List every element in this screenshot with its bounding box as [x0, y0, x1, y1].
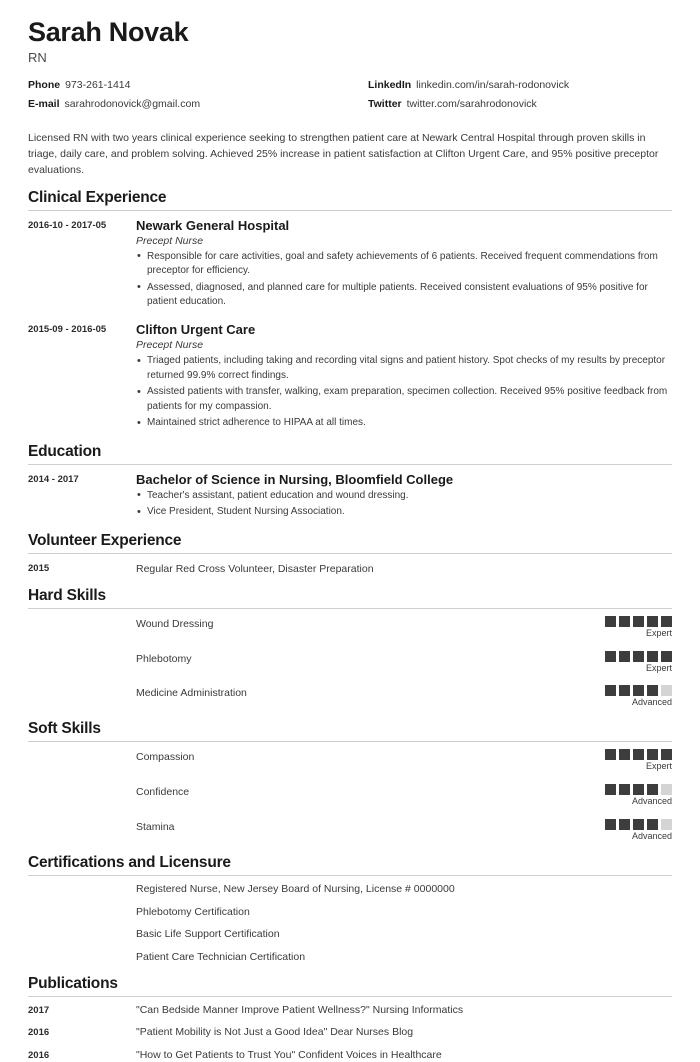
contact-phone — [28, 79, 350, 92]
contact-column-left — [28, 79, 350, 118]
section-divider — [28, 741, 672, 742]
certification-text: Registered Nurse, New Jersey Board of Nursing, License # 0000000 — [136, 882, 455, 895]
certification-text: Phlebotomy Certification — [136, 905, 250, 918]
skill-square — [619, 651, 630, 662]
section-divider — [28, 464, 672, 465]
skill-squares — [592, 749, 672, 760]
resume-header — [28, 18, 672, 179]
section-certifications — [28, 854, 672, 965]
education-date: 2014 - 2017 — [28, 473, 79, 485]
skill-level: Advanced — [631, 697, 672, 708]
skill-square — [661, 651, 672, 662]
volunteer-description: Regular Red Cross Volunteer, Disaster Preparation — [136, 562, 374, 575]
skill-square — [661, 749, 672, 760]
skill-row — [28, 616, 672, 639]
skill-row — [28, 819, 672, 842]
experience-bullets — [136, 354, 672, 431]
contact-linkedin — [368, 79, 672, 92]
skill-name: Medicine Administration — [136, 687, 247, 700]
skill-squares — [592, 784, 672, 795]
skill-squares — [592, 651, 672, 662]
skill-square — [647, 749, 658, 760]
skill-rating — [592, 784, 672, 807]
list-item: • Assessed, diagnosed, and planned care for multiple patients. Received consistent evaluations of 95% positive for patient education. — [136, 281, 672, 310]
section-divider — [28, 210, 672, 211]
contact-email-label: E-mail — [28, 98, 60, 111]
contact-linkedin-label: LinkedIn — [368, 78, 412, 91]
contact-linkedin-value[interactable]: linkedin.com/in/sarah-rodonovick — [416, 78, 570, 91]
contact-email-value[interactable]: sarahrodonovick@gmail.com — [64, 98, 201, 111]
skill-square-empty — [661, 685, 672, 696]
section-soft-skills — [28, 720, 672, 842]
page-title: Sarah Novak — [28, 17, 189, 47]
experience-body — [136, 218, 672, 312]
skill-row — [28, 685, 672, 708]
skill-name: Wound Dressing — [136, 617, 214, 630]
skill-row — [28, 651, 672, 674]
skill-squares — [592, 819, 672, 830]
skill-square — [633, 651, 644, 662]
skill-name: Phlebotomy — [136, 652, 192, 665]
skill-square — [605, 749, 616, 760]
contact-email — [28, 98, 350, 111]
skill-level: Advanced — [631, 831, 672, 842]
publication-year: 2016 — [28, 1027, 50, 1039]
contact-column-right — [350, 79, 672, 118]
volunteer-entry — [28, 561, 672, 577]
list-item: • Vice President, Student Nursing Association. — [136, 505, 672, 520]
skill-rating — [592, 616, 672, 639]
experience-date: 2015-09 - 2016-05 — [28, 323, 107, 335]
skill-square — [619, 784, 630, 795]
professional-summary: Licensed RN with two years clinical experience seeking to strengthen patient care at Newark Central Hospital through proven skills in triage, daily care, and problem solving. Achieved 25% increase in patient satisfaction at Clifton Urgent Care, and 95% positive preceptor evaluations. — [28, 131, 659, 177]
section-title-publications: Publications — [28, 974, 118, 992]
skill-square — [619, 685, 630, 696]
skill-rating — [592, 749, 672, 772]
contact-info — [28, 79, 672, 118]
skill-name: Stamina — [136, 821, 175, 834]
section-divider — [28, 553, 672, 554]
cert-spacer — [28, 883, 136, 897]
job-title: RN — [28, 49, 47, 65]
publication-item — [28, 1004, 672, 1018]
certification-item — [28, 883, 672, 897]
skill-square — [633, 616, 644, 627]
publication-title: "Can Bedside Manner Improve Patient Wellness?" Nursing Informatics — [136, 1003, 464, 1016]
section-title-clinical-experience: Clinical Experience — [28, 188, 167, 206]
certification-text: Patient Care Technician Certification — [136, 950, 306, 963]
skill-square-empty — [661, 784, 672, 795]
section-divider — [28, 875, 672, 876]
section-clinical-experience — [28, 189, 672, 433]
publication-item — [28, 1049, 672, 1062]
experience-entry — [28, 322, 672, 433]
publication-year: 2016 — [28, 1049, 50, 1061]
skill-square — [633, 685, 644, 696]
section-hard-skills — [28, 587, 672, 709]
volunteer-date: 2015 — [28, 562, 50, 574]
list-item: • Assisted patients with transfer, walking, exam preparation, specimen collection. Received 95% positive feedback from patients for my compassion. — [136, 385, 672, 414]
cert-spacer — [28, 951, 136, 965]
contact-twitter-label: Twitter — [368, 98, 402, 111]
skill-squares — [592, 685, 672, 696]
education-entry — [28, 472, 672, 522]
skill-square — [633, 749, 644, 760]
skill-square — [619, 616, 630, 627]
list-item: • Teacher's assistant, patient education and wound dressing. — [136, 489, 672, 504]
skill-square — [647, 685, 658, 696]
section-title-education: Education — [28, 442, 102, 460]
cert-spacer — [28, 928, 136, 942]
education-degree: Bachelor of Science in Nursing, Bloomfield College — [136, 471, 454, 487]
contact-twitter — [368, 98, 672, 111]
section-education — [28, 443, 672, 522]
section-title-hard-skills: Hard Skills — [28, 586, 106, 604]
skill-level: Expert — [645, 761, 672, 772]
section-title-volunteer-experience: Volunteer Experience — [28, 531, 182, 549]
experience-entry — [28, 218, 672, 312]
skill-row — [28, 749, 672, 772]
experience-date: 2016-10 - 2017-05 — [28, 219, 107, 231]
skill-name: Confidence — [136, 786, 190, 799]
certification-item — [28, 906, 672, 920]
section-title-soft-skills: Soft Skills — [28, 720, 101, 738]
education-body — [136, 472, 672, 522]
section-volunteer-experience — [28, 532, 672, 577]
experience-role: Precept Nurse — [136, 234, 204, 247]
contact-phone-label: Phone — [28, 78, 61, 91]
skill-name: Compassion — [136, 751, 195, 764]
skill-level: Expert — [645, 662, 672, 673]
skill-square-empty — [661, 819, 672, 830]
publication-item — [28, 1026, 672, 1040]
list-item: • Triaged patients, including taking and recording vital signs and patient history. Spot checks of my results by preceptor returned 99.9% correct findings. — [136, 354, 672, 383]
skill-square — [647, 819, 658, 830]
cert-spacer — [28, 906, 136, 920]
contact-twitter-value[interactable]: twitter.com/sarahrodonovick — [406, 98, 537, 111]
contact-phone-value: 973-261-1414 — [65, 78, 131, 91]
certification-item — [28, 951, 672, 965]
skill-square — [647, 651, 658, 662]
skill-rating — [592, 651, 672, 674]
skill-rating — [592, 819, 672, 842]
publication-title: "How to Get Patients to Trust You" Confident Voices in Healthcare — [136, 1048, 442, 1061]
skill-row — [28, 784, 672, 807]
skill-square — [605, 819, 616, 830]
skill-squares — [592, 616, 672, 627]
section-divider — [28, 608, 672, 609]
experience-bullets — [136, 250, 672, 310]
publication-year: 2017 — [28, 1004, 50, 1016]
certification-item — [28, 928, 672, 942]
skill-square — [619, 749, 630, 760]
skill-square — [633, 819, 644, 830]
publication-title: "Patient Mobility is Not Just a Good Idea" Dear Nurses Blog — [136, 1026, 414, 1039]
skill-square — [605, 685, 616, 696]
skill-rating — [592, 685, 672, 708]
skill-level: Expert — [645, 627, 672, 638]
experience-role: Precept Nurse — [136, 339, 204, 352]
skill-square — [647, 784, 658, 795]
section-title-certifications: Certifications and Licensure — [28, 853, 231, 871]
skill-square — [605, 651, 616, 662]
skill-square — [647, 616, 658, 627]
skill-square — [661, 616, 672, 627]
section-publications — [28, 975, 672, 1062]
experience-employer: Newark General Hospital — [136, 217, 290, 233]
certification-text: Basic Life Support Certification — [136, 928, 280, 941]
skill-square — [605, 616, 616, 627]
education-bullets — [136, 489, 672, 520]
skill-square — [619, 819, 630, 830]
list-item: • Maintained strict adherence to HIPAA at all times. — [136, 416, 672, 431]
skill-square — [633, 784, 644, 795]
skill-square — [605, 784, 616, 795]
experience-body — [136, 322, 672, 433]
list-item: • Responsible for care activities, goal and safety achievements of 6 patients. Received frequent commendations from preceptor for efficiency. — [136, 250, 672, 279]
skill-level: Advanced — [631, 796, 672, 807]
experience-employer: Clifton Urgent Care — [136, 321, 256, 337]
section-divider — [28, 996, 672, 997]
